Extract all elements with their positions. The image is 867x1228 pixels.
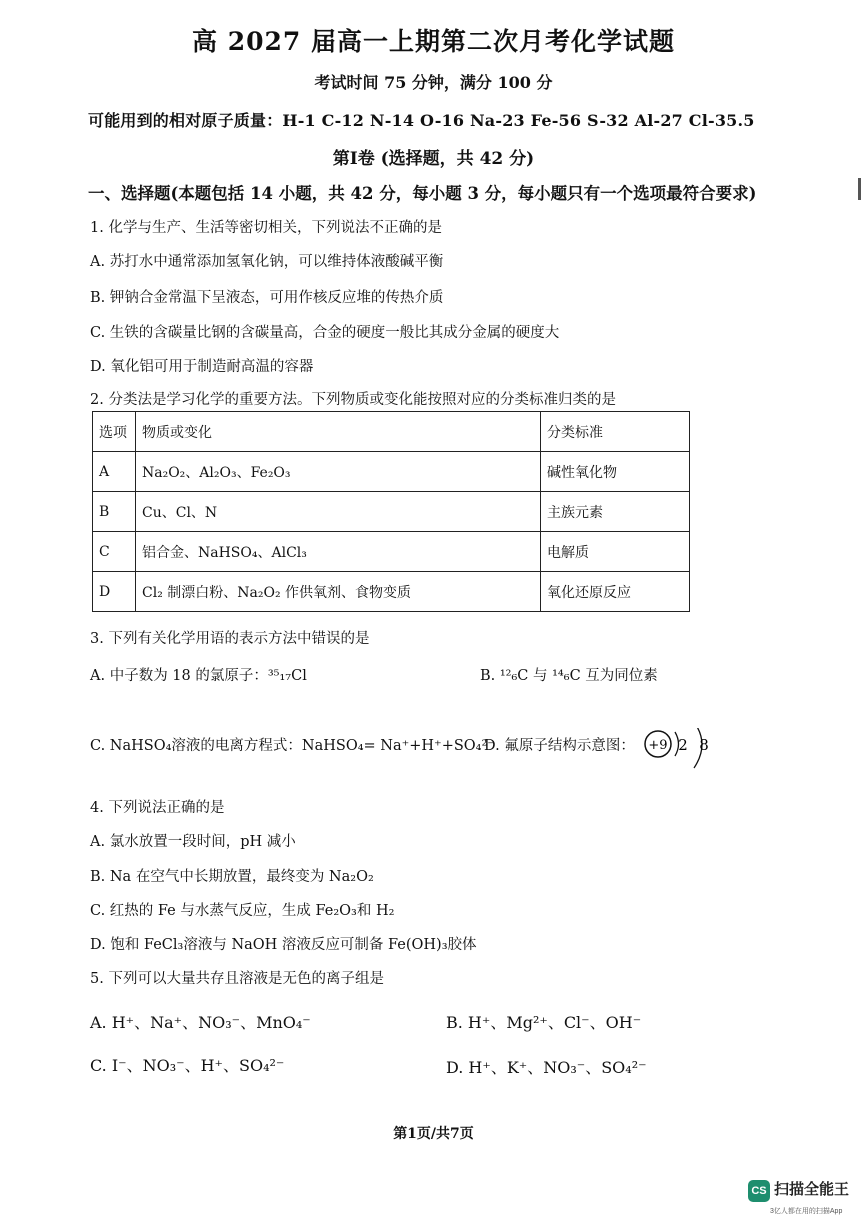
table-cell-option: D [93,572,136,612]
table-row [93,572,690,612]
q3-option-b: B. ¹²₆C 与 ¹⁴₆C 互为同位素 [480,668,658,684]
q5-option-c: C. I⁻、NO₃⁻、H⁺、SO₄²⁻ [90,1056,285,1075]
table-cell-standard: 氧化还原反应 [541,572,690,612]
table-header-cell: 选项 [93,412,136,452]
q3-option-d: D. 氟原子结构示意图： [484,738,635,754]
q5-option-d: D. H⁺、K⁺、NO₃⁻、SO₄²⁻ [446,1058,647,1077]
q4-option-d: D. 饱和 FeCl₃溶液与 NaOH 溶液反应可制备 Fe(OH)₃胶体 [90,937,477,953]
q3-option-c: C. NaHSO₄溶液的电离方程式：NaHSO₄= Na⁺+H⁺+SO₄²⁻ [90,738,495,754]
shell-1-electrons: 2 [678,736,688,754]
table-cell-standard: 碱性氧化物 [541,452,690,492]
nucleus-charge: +9 [648,738,668,753]
q3-option-a: A. 中子数为 18 的氯原子：³⁵₁₇Cl [90,668,307,684]
q1-option-c: C. 生铁的含碳量比钢的含碳量高，合金的硬度一般比其成分金属的硬度大 [90,325,560,341]
q1-option-d: D. 氧化铝可用于制造耐高温的容器 [90,359,314,375]
q5-stem: 5. 下列可以大量共存且溶液是无色的离子组是 [90,971,384,987]
q1-option-b: B. 钾钠合金常温下呈液态，可用作核反应堆的传热介质 [90,290,444,306]
table-cell-standard: 电解质 [541,532,690,572]
q4-option-a: A. 氯水放置一段时间，pH 减小 [90,834,296,850]
q4-option-b: B. Na 在空气中长期放置，最终变为 Na₂O₂ [90,869,374,885]
scan-edge-mark [858,178,861,200]
camscanner-logo-icon: CS [748,1180,770,1202]
q4-option-c: C. 红热的 Fe 与水蒸气反应，生成 Fe₂O₃和 H₂ [90,903,395,919]
q3-stem: 3. 下列有关化学用语的表示方法中错误的是 [90,631,370,647]
table-header-cell: 物质或变化 [136,412,541,452]
table-row [93,492,690,532]
table-cell-items: Cl₂ 制漂白粉、Na₂O₂ 作供氧剂、食物变质 [136,572,541,612]
page-number: 第1页/共7页 [393,1126,474,1142]
table-cell-option: A [93,452,136,492]
table-cell-standard: 主族元素 [541,492,690,532]
atomic-masses: 可能用到的相对原子质量：H-1 C-12 N-14 O-16 Na-23 Fe-56 S-32 Al-27 Cl-35.5 [88,111,755,130]
exam-subtitle: 考试时间 75 分钟，满分 100 分 [314,73,553,92]
table-header-row [93,412,690,452]
q2-stem: 2. 分类法是学习化学的重要方法。下列物质或变化能按照对应的分类标准归类的是 [90,392,616,408]
classification-table [92,411,690,612]
fluorine-atom-diagram [642,728,726,792]
table-header-cell: 分类标准 [541,412,690,452]
table-cell-option: B [93,492,136,532]
table-row [93,532,690,572]
camscanner-name: 扫描全能王 [774,1181,850,1198]
shell-2-electrons: 8 [699,736,709,754]
table-cell-items: Na₂O₂、Al₂O₃、Fe₂O₃ [136,452,541,492]
q5-option-a: A. H⁺、Na⁺、NO₃⁻、MnO₄⁻ [90,1013,311,1032]
q1-option-a: A. 苏打水中通常添加氢氧化钠，可以维持体液酸碱平衡 [90,254,444,270]
q4-stem: 4. 下列说法正确的是 [90,800,225,816]
section-heading: 一、选择题(本题包括 14 小题，共 42 分，每小题 3 分，每小题只有一个选项最符合要求) [88,184,757,203]
table-cell-option: C [93,532,136,572]
camscanner-tagline: 3亿人都在用的扫描App [770,1208,843,1215]
exam-title: 高 2027 届高一上期第二次月考化学试题 [192,27,675,56]
table-cell-items: Cu、Cl、N [136,492,541,532]
q5-option-b: B. H⁺、Mg²⁺、Cl⁻、OH⁻ [446,1013,642,1032]
q1-stem: 1. 化学与生产、生活等密切相关，下列说法不正确的是 [90,220,442,236]
volume-heading: 第Ⅰ卷 (选择题，共 42 分) [332,149,535,169]
table-row [93,452,690,492]
table-cell-items: 铝合金、NaHSO₄、AlCl₃ [136,532,541,572]
